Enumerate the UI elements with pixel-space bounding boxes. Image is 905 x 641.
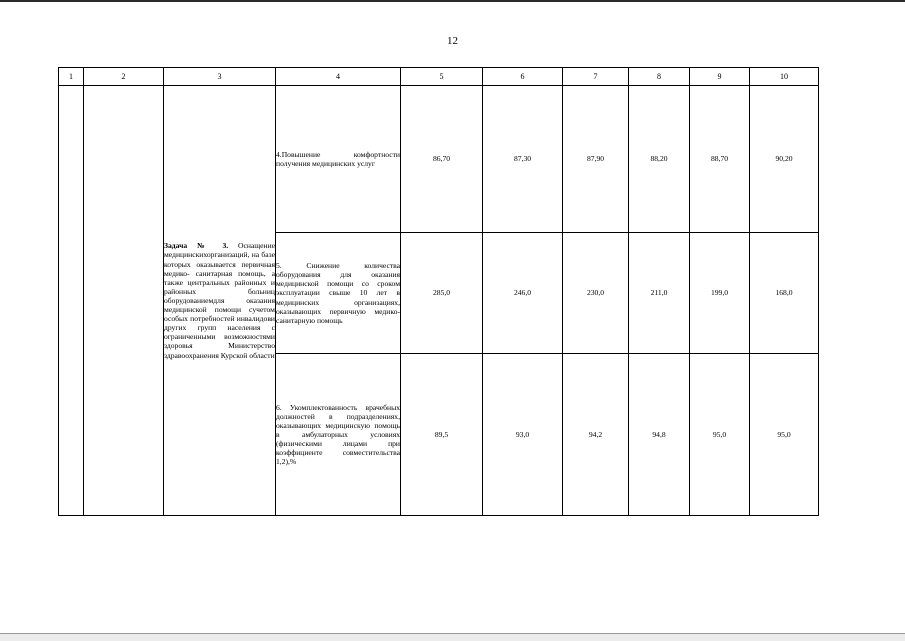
- value-cell: 94,8: [629, 354, 690, 516]
- column-number: 2: [84, 68, 164, 86]
- value-cell: 93,0: [483, 354, 563, 516]
- column-number: 1: [59, 68, 84, 86]
- task-description: [164, 86, 276, 516]
- indicators-table: [58, 67, 819, 516]
- value-cell: 230,0: [563, 233, 629, 354]
- value-cell: 88,70: [690, 86, 750, 233]
- column-number: 4: [276, 68, 401, 86]
- column-number-row: [59, 68, 819, 86]
- value-cell: 94,2: [563, 354, 629, 516]
- column-number: 3: [164, 68, 276, 86]
- value-cell: 86,70: [401, 86, 483, 233]
- column-number: 7: [563, 68, 629, 86]
- column-number: 5: [401, 68, 483, 86]
- indicator-text: 4.Повышение комфортности получения медицинских услуг: [276, 86, 401, 233]
- column-number: 10: [750, 68, 819, 86]
- table-row: [59, 86, 819, 233]
- column-number: 6: [483, 68, 563, 86]
- value-cell: 95,0: [750, 354, 819, 516]
- value-cell: 87,90: [563, 86, 629, 233]
- task-prefix: Задача № 3.: [164, 241, 229, 251]
- task-text: Оснащение медицинскихорганизаций, на базе которых оказывается первичная медико- санитарная помощь, а также центральных районных и районных больниц оборудованиемдля оказания медицинской помощи сучетом особых потребностей инвалидови других групп населения с ограниченными возможностями здоровья Министерство здравоохранения Курской области: [164, 241, 276, 360]
- value-cell: 246,0: [483, 233, 563, 354]
- col2-cell: [84, 86, 164, 516]
- value-cell: 211,0: [629, 233, 690, 354]
- value-cell: 87,30: [483, 86, 563, 233]
- page-number: 12: [447, 35, 458, 47]
- col1-cell: [59, 86, 84, 516]
- scan-top-edge: [0, 0, 905, 2]
- value-cell: 90,20: [750, 86, 819, 233]
- indicator-text: 5. Снижение количества оборудования для оказания медицинской помощи со сроком эксплуатации свыше 10 лет в медицинских организациях, оказывающих первичную медико-санитарную помощь: [276, 233, 401, 354]
- value-cell: 285,0: [401, 233, 483, 354]
- column-number: 8: [629, 68, 690, 86]
- value-cell: 168,0: [750, 233, 819, 354]
- value-cell: 199,0: [690, 233, 750, 354]
- value-cell: 88,20: [629, 86, 690, 233]
- value-cell: 95,0: [690, 354, 750, 516]
- column-number: 9: [690, 68, 750, 86]
- indicator-text: 6. Укомплектованность врачебных должностей в подразделениях, оказывающих медицинскую помощь в амбулаторных условиях (физическими лицами при коэффициенте совместительства 1,2),%: [276, 354, 401, 516]
- value-cell: 89,5: [401, 354, 483, 516]
